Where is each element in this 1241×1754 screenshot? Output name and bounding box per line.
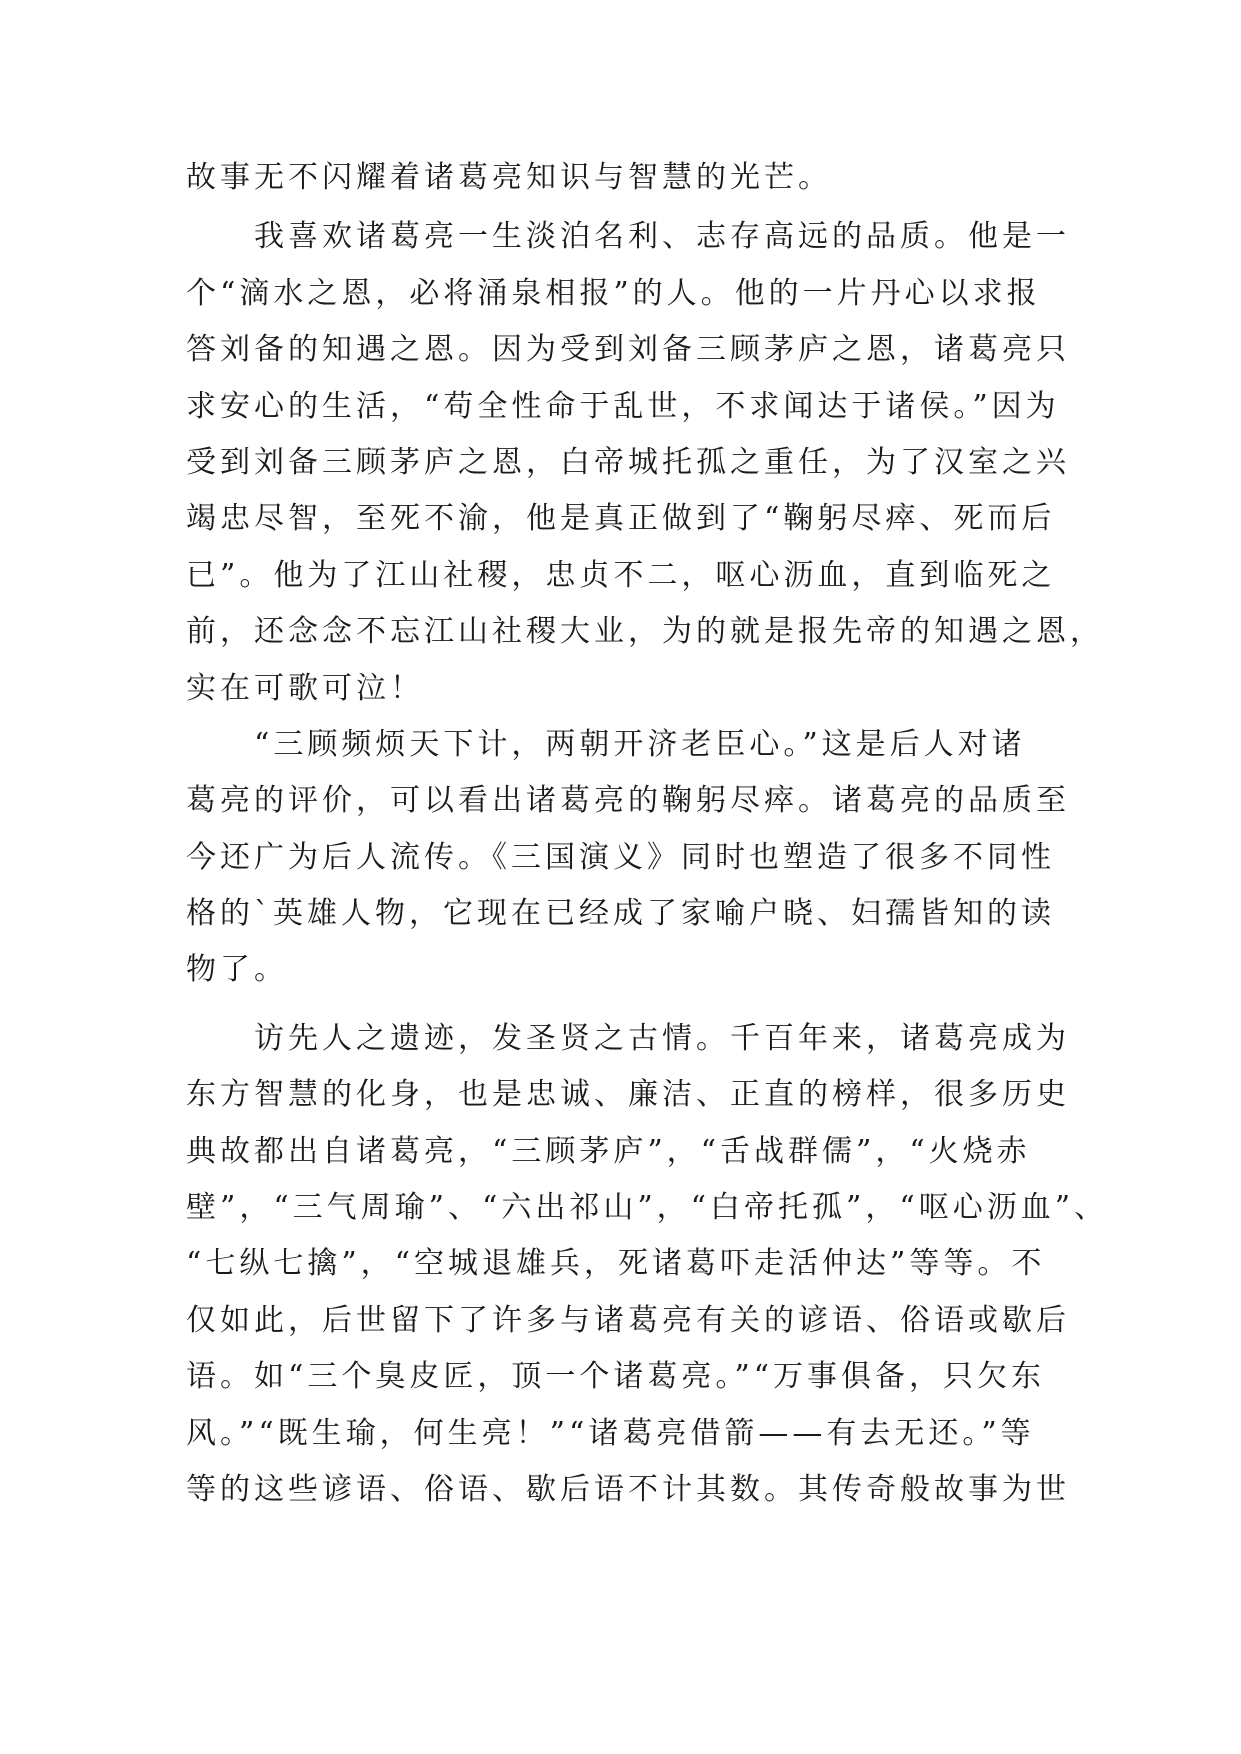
text-line: 壁”，“三气周瑜”、“六出祁山”，“白帝托孤”，“呕心沥血”、 [186, 1190, 1109, 1226]
text-line: 风。”“既生瑜，何生亮！”“诸葛亮借箭——有去无还。”等 [186, 1415, 1035, 1451]
text-line: 答刘备的知遇之恩。因为受到刘备三顾茅庐之恩，诸葛亮只 [186, 332, 1070, 368]
text-line: 东方智慧的化身，也是忠诚、廉洁、正直的榜样，很多历史 [186, 1077, 1070, 1113]
text-line: 竭忠尽智，至死不渝，他是真正做到了“鞠躬尽瘁、死而后 [186, 501, 1056, 537]
text-line: 等的这些谚语、俗语、歇后语不计其数。其传奇般故事为世 [186, 1471, 1070, 1507]
text-line: 物了。 [186, 952, 288, 988]
text-line: “七纵七擒”，“空城退雄兵，死诸葛吓走活仲达”等等。不 [186, 1246, 1046, 1282]
text-line: 实在可歌可泣！ [186, 670, 424, 706]
text-line: 已”。他为了江山社稷，忠贞不二，呕心沥血，直到临死之 [186, 557, 1056, 593]
document-body [186, 150, 1109, 1518]
text-line: 葛亮的评价，可以看出诸葛亮的鞠躬尽瘁。诸葛亮的品质至 [186, 783, 1070, 819]
text-line: 典故都出自诸葛亮，“三顾茅庐”，“舌战群儒”，“火烧赤 [186, 1133, 1031, 1169]
text-line: 语。如“三个臭皮匠，顶一个诸葛亮。”“万事俱备，只欠东 [186, 1359, 1046, 1395]
text-line: 访先人之遗迹，发圣贤之古情。千百年来，诸葛亮成为 [186, 1020, 1070, 1056]
text-line: 受到刘备三顾茅庐之恩，白帝城托孤之重任，为了汉室之兴 [186, 444, 1070, 480]
text-line: 格的`英雄人物，它现在已经成了家喻户晓、妇孺皆知的读 [186, 896, 1055, 932]
text-line: 我喜欢诸葛亮一生淡泊名利、志存高远的品质。他是一 [186, 219, 1070, 255]
text-line: 求安心的生活，“苟全性命于乱世，不求闻达于诸侯。”因为 [186, 388, 1060, 424]
text-line: 个“滴水之恩，必将涌泉相报”的人。他的一片丹心以求报 [186, 275, 1041, 311]
text-line: 仅如此，后世留下了许多与诸葛亮有关的谚语、俗语或歇后 [186, 1302, 1070, 1338]
text-line: 今还广为后人流传。《三国演义》同时也塑造了很多不同性 [186, 839, 1055, 875]
text-line: 前，还念念不忘江山社稷大业，为的就是报先帝的知遇之恩， [186, 614, 1104, 650]
text-line: 故事无不闪耀着诸葛亮知识与智慧的光芒。 [186, 160, 832, 195]
text-line: “三顾频烦天下计，两朝开济老臣心。”这是后人对诸 [186, 726, 1026, 762]
